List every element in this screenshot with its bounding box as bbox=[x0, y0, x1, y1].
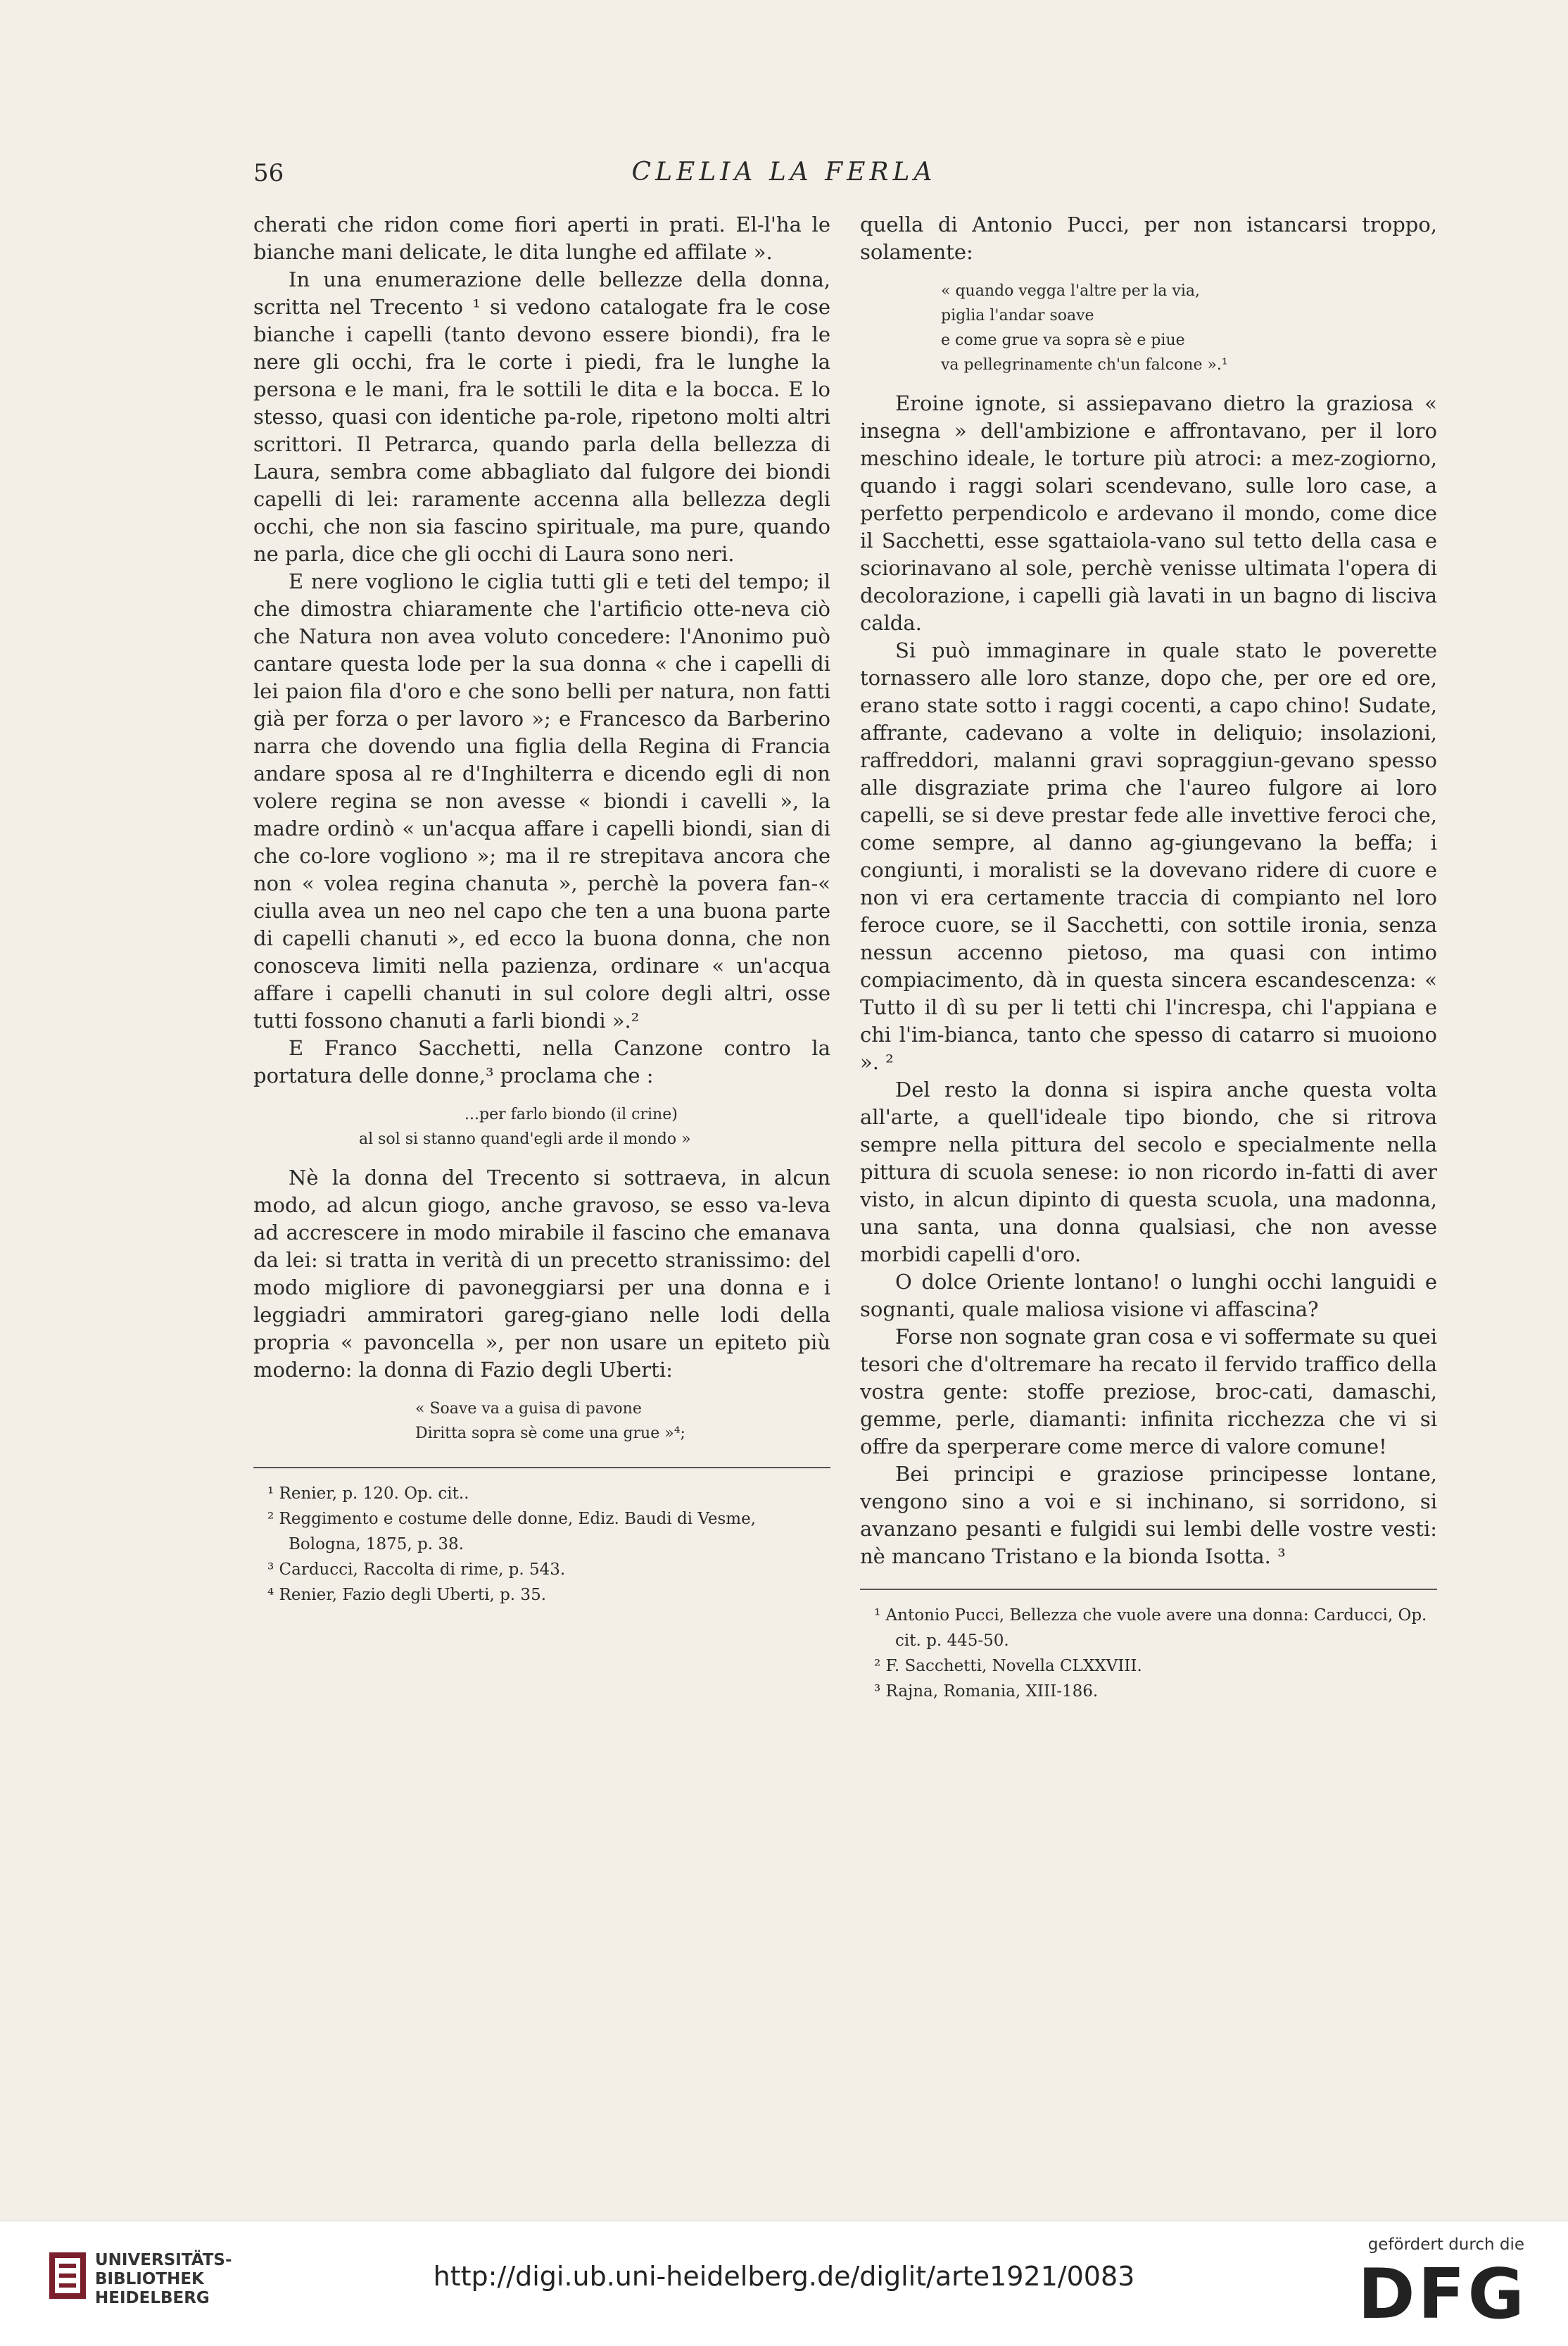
footnote: ² Reggimento e costume delle donne, Ediz. Baudi di Vesme, Bologna, 1875, p. 38. bbox=[267, 1510, 756, 1553]
verse-line: « Soave va a guisa di pavone bbox=[415, 1400, 642, 1418]
paragraph: O dolce Oriente lontano! o lunghi occhi languidi e sognanti, quale maliosa visione vi affascina? bbox=[860, 1270, 1437, 1321]
page-number: 56 bbox=[253, 159, 284, 187]
funded-by-label: gefördert durch die bbox=[1367, 2235, 1524, 2254]
paragraph: Bei principi e graziose principesse lontane, vengono sino a voi e si inchinano, si sorridono, si avanzano pesanti e fulgidi sui lembi delle vostre vesti: nè mancano Tristano e la bionda Isotta. ³ bbox=[860, 1462, 1437, 1568]
left-column bbox=[253, 211, 830, 1608]
paragraph: E Franco Sacchetti, nella Canzone contro la portatura delle donne,³ proclama che : bbox=[253, 1036, 830, 1087]
verse-line: va pellegrinamente ch'un falcone ».¹ bbox=[941, 356, 1228, 374]
paragraph: cherati che ridon come fiori aperti in prati. El-l'ha le bianche mani delicate, le dita lunghe ed affilate ». bbox=[253, 213, 830, 264]
footnote: ³ Rajna, Romania, XIII-186. bbox=[874, 1682, 1099, 1701]
library-name-line: UNIVERSITÄTS- bbox=[95, 2251, 232, 2269]
paragraph: Si può immaginare in quale stato le poverette tornassero alle loro stanze, dopo che, per ore ed ore, erano state sotto i raggi cocenti, a capo chino! Sudate, affrante, cadevano a volte in deliquio; insolazioni, raffreddori, malanni gravi sopraggiun-gevano spesso alle disgraziate prima che l'aureo fulgore ai loro capelli, se si deve prestar fede alle invettive feroci che, come sempre, al danno ag-giungevano la beffa; i congiunti, i moralisti se la dovevano ridere di cuore e non vi era certamente traccia di compianto nel loro feroce cuore, se il Sacchetti, con sottile ironia, senza nessun accenno pietoso, ma quasi con intimo compiacimento, dà in questa sincera escandescenza: « Tutto il dì su per li tetti chi l'increspa, chi l'appiana e chi l'im-bianca, tanto che spesso di catarro si muoiono ». ² bbox=[860, 638, 1437, 1074]
verse-line: « quando vegga l'altre per la via, bbox=[941, 282, 1200, 300]
verse-quote bbox=[941, 279, 1437, 377]
footer-bar bbox=[0, 2221, 1568, 2346]
verse-line: al sol si stanno quand'egli arde il mondo » bbox=[359, 1130, 691, 1148]
footnote: ⁴ Renier, Fazio degli Uberti, p. 35. bbox=[267, 1586, 547, 1604]
paragraph: Del resto la donna si ispira anche questa volta all'arte, a quell'ideale tipo biondo, che si ritrova sempre nella pittura del secolo e specialmente nella pittura di scuola senese: io non ricordo in-fatti di aver visto, in alcun dipinto di questa scuola, una madonna, una santa, una donna qualsiasi, che non avesse morbidi capelli d'oro. bbox=[860, 1078, 1437, 1266]
footnote: ¹ Renier, p. 120. Op. cit.. bbox=[267, 1484, 469, 1503]
verse-line: piglia l'andar soave bbox=[941, 307, 1094, 324]
footnote: ¹ Antonio Pucci, Bellezza che vuole avere una donna: Carducci, Op. cit. p. 445-50. bbox=[874, 1606, 1427, 1650]
footnote: ² F. Sacchetti, Novella CLXXVIII. bbox=[874, 1657, 1142, 1675]
verse-quote bbox=[359, 1102, 830, 1152]
paragraph: Nè la donna del Trecento si sottraeva, in alcun modo, ad alcun giogo, anche gravoso, se esso va-leva ad accrescere in modo mirabile il fascino che emanava da lei: si tratta in verità di un precetto stranissimo: del modo migliore di pavoneggiarsi per una donna e i leggiadri ammiratori gareg-giano nelle lodi della propria « pavoncella », per non usare un epiteto più moderno: la donna di Fazio degli Uberti: bbox=[253, 1166, 830, 1382]
verse-quote bbox=[415, 1396, 830, 1446]
paragraph: quella di Antonio Pucci, per non istancarsi troppo, solamente: bbox=[860, 213, 1437, 264]
running-title: CLELIA LA FERLA bbox=[631, 158, 937, 187]
library-name-line: BIBLIOTHEK bbox=[95, 2270, 204, 2288]
dfg-logo: DFG bbox=[1358, 2254, 1527, 2335]
library-name-line: HEIDELBERG bbox=[95, 2289, 210, 2307]
paragraph: Forse non sognate gran cosa e vi soffermate su quei tesori che d'oltremare ha recato il fervido traffico della vostra gente: stoffe preziose, broc-cati, damaschi, gemme, perle, diamanti: infinita ricchezza che vi si offre da sperperare come merce di valore comune! bbox=[860, 1325, 1437, 1458]
verse-line: e come grue va sopra sè e piue bbox=[941, 332, 1185, 349]
paragraph: Eroine ignote, si assiepavano dietro la graziosa « insegna » dell'ambizione e affrontavano, per il loro meschino ideale, le torture più atroci: a mez-zogiorno, quando i raggi solari scendevano, sulle loro case, a perfetto perpendicolo e ardevano il mondo, come dice il Sacchetti, esse sgattaiola-vano sul tetto della casa e sciorinavano al sole, perchè venisse ultimata l'opera di decolorazione, i capelli già lavati in un bagno di lisciva calda. bbox=[860, 391, 1437, 635]
footnotes bbox=[860, 1589, 1437, 1704]
paragraph: In una enumerazione delle bellezze della donna, scritta nel Trecento ¹ si vedono catalogate fra le cose bianche i capelli (tanto devono essere biondi), fra le nere gli occhi, fra le corte i piedi, fra le lunghe la persona e le mani, fra le sottili le dita e la bocca. E lo stesso, quasi con identiche pa-role, ripetono molti altri scrittori. Il Petrarca, quando parla della bellezza di Laura, sembra come abbagliato dal fulgore dei biondi capelli di lei: raramente accenna alla bellezza degli occhi, che non sia fascino spirituale, ma pure, quando ne parla, dice che gli occhi di Laura sono neri. bbox=[253, 267, 830, 566]
verse-line: ...per farlo biondo (il crine) bbox=[464, 1106, 678, 1123]
verse-line: Diritta sopra sè come una grue »⁴; bbox=[415, 1425, 685, 1442]
right-column bbox=[860, 211, 1437, 1704]
paragraph: E nere vogliono le ciglia tutti gli e teti del tempo; il che dimostra chiaramente che l'artificio otte-neva ciò che Natura non avea voluto concedere: l'Anonimo può cantare questa lode per la sua donna « che i capelli di lei paion fila d'oro e che sono belli per natura, non fatti già per forza o per lavoro »; e Francesco da Barberino narra che dovendo una figlia della Regina di Francia andare sposa al re d'Inghilterra e dicendo egli di non volere regina se non avesse « biondi i cavelli », la madre ordinò « un'acqua affare i capelli biondi, sian di che co-lore vogliono »; ma il re strepitava ancora che non « volea regina chanuta », perchè la povera fan-« ciulla avea un neo nel capo che ten a una buona parte di capelli chanuti », ed ecco la buona donna, che non conosceva limiti nella pazienza, ordinare « un'acqua affare i capelli chanuti in sul colore degli altri, osse tutti fossono chanuti a farli biondi ».² bbox=[253, 569, 830, 1033]
footnote: ³ Carducci, Raccolta di rime, p. 543. bbox=[267, 1560, 566, 1579]
footnotes bbox=[253, 1467, 830, 1608]
source-url[interactable]: http://digi.ub.uni-heidelberg.de/diglit/arte1921/0083 bbox=[433, 2261, 1135, 2292]
